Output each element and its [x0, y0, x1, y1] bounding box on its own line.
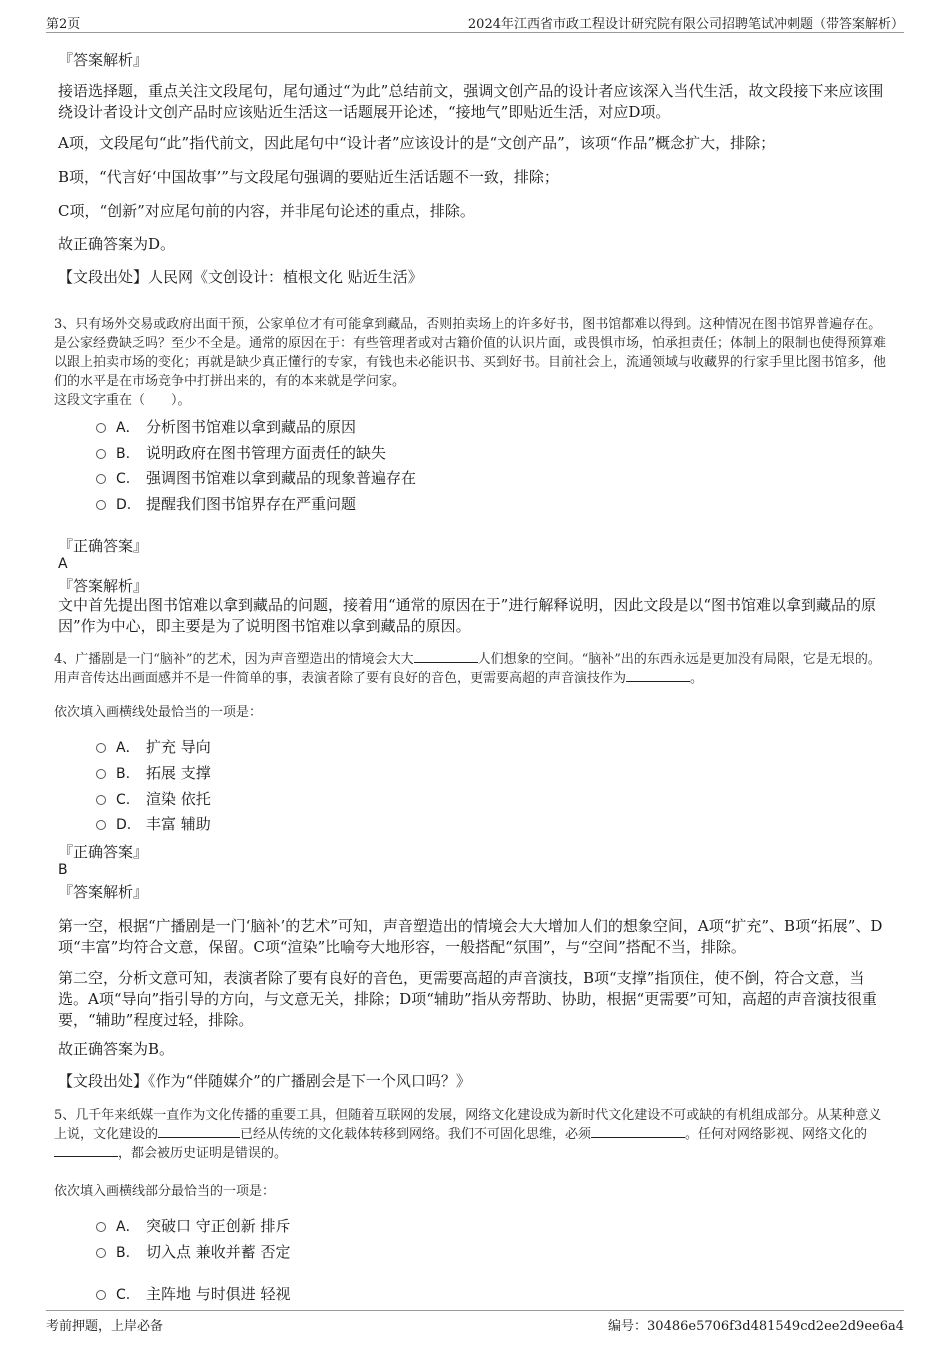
option-c[interactable]: C. 主阵地 与时俱进 轻视: [96, 1283, 291, 1306]
option-c[interactable]: C. 强调图书馆难以拿到藏品的现象普遍存在: [96, 467, 416, 490]
source-citation: 【文段出处】《作为“伴随媒介”的广播剧会是下一个风口吗？》: [58, 1072, 471, 1090]
question-4-instruction: 依次填入画横线处最恰当的一项是：: [54, 705, 263, 720]
radio-icon[interactable]: [96, 449, 106, 459]
document-title: 2024年江西省市政工程设计研究院有限公司招聘笔试冲刺题（带答案解析）: [467, 17, 904, 32]
blank-2: [626, 669, 690, 682]
page-header: [46, 12, 904, 33]
option-b[interactable]: B. 切入点 兼收并蓄 否定: [96, 1241, 291, 1264]
radio-icon[interactable]: [96, 423, 106, 433]
answer-conclusion: 故正确答案为B。: [58, 1040, 175, 1058]
analysis-label: 『答案解析』: [58, 577, 149, 595]
radio-icon[interactable]: [96, 1248, 106, 1258]
radio-icon[interactable]: [96, 1290, 106, 1300]
correct-answer: B: [58, 862, 68, 878]
option-a[interactable]: A． 分析图书馆难以拿到藏品的原因: [96, 416, 356, 439]
radio-icon[interactable]: [96, 820, 106, 830]
analysis-option-b: B项，“代言好‘中国故事’”与文段尾句强调的要贴近生活话题不一致，排除；: [58, 168, 559, 186]
radio-icon[interactable]: [96, 500, 106, 510]
analysis-option-a: A项，文段尾句“此”指代前文，因此尾句中“设计者”应该设计的是“文创产品”，该项“作品”概念扩大，排除；: [58, 134, 776, 152]
analysis-paragraph: 接语选择题，重点关注文段尾句，尾句通过“为此”总结前文，强调文创产品的设计者应该深入当代生活，故文段接下来应该围绕设计者设计文创产品时应该贴近生活这一话题展开论述，“接地气”即贴近生活，对应D项。: [58, 82, 884, 121]
blank-1: [158, 1125, 240, 1138]
document-id: 编号：30486e5706f3d481549cd2ee2d9ee6a4: [608, 1319, 904, 1334]
question-4-stem: 4、广播剧是一门“脑补”的艺术，因为声音塑造出的情境会大大 人们想象的空间。“脑补”出的东西永远是更加没有局限，它是无垠的。用声音传达出画面感并不是一件简单的事，表演者除了要有良好的音色，更需要高超的声音演技作为 。: [54, 652, 881, 686]
page-footer: [46, 1310, 904, 1333]
page-number: 第2页: [46, 17, 81, 32]
radio-icon[interactable]: [96, 1222, 106, 1232]
correct-answer-label: 『正确答案』: [58, 537, 149, 555]
option-a[interactable]: A． 扩充 导向: [96, 736, 211, 759]
radio-icon[interactable]: [96, 743, 106, 753]
blank-2: [591, 1125, 685, 1138]
option-d[interactable]: D. 丰富 辅助: [96, 813, 211, 836]
blank-1: [414, 650, 478, 663]
question-3-stem: 3、只有场外交易或政府出面干预，公家单位才有可能拿到藏品，否则拍卖场上的许多好书，图书馆都难以得到。这种情况在图书馆界普遍存在。是公家经费缺乏吗？至少不全是。通常的原因在于：有些管理者或对古籍价值的认识片面，或畏惧市场，怕承担责任；体制上的限制也使得预算难以跟上拍卖市场的变化；再就是缺少真正懂行的专家，有钱也未必能识书、买到好书。目前社会上，流通领域与收藏界的行家手里比图书馆多，他们的水平是在市场竞争中打拼出来的，有的本来就是学问家。: [54, 317, 887, 389]
option-b[interactable]: B. 拓展 支撑: [96, 762, 211, 785]
answer-conclusion: 故正确答案为D。: [58, 235, 176, 253]
option-c[interactable]: C. 渲染 依托: [96, 788, 211, 811]
option-d[interactable]: D. 提醒我们图书馆界存在严重问题: [96, 493, 356, 516]
footer-slogan: 考前押题，上岸必备: [46, 1319, 164, 1334]
question-3-prompt: 这段文字重在（ ）。: [54, 393, 191, 408]
blank-3: [54, 1144, 118, 1157]
option-a[interactable]: A． 突破口 守正创新 排斥: [96, 1215, 291, 1238]
analysis-paragraph-2: 第二空，分析文意可知，表演者除了要有良好的音色，更需要高超的声音演技，B项“支撑”指顶住，使不倒，符合文意，当选。A项“导向”指引导的方向，与文意无关，排除；D项“辅助”指从旁帮助、协助，根据“更需要”可知，高超的声音演技很重要，“辅助”程度过轻，排除。: [58, 969, 877, 1029]
question-5-instruction: 依次填入画横线部分最恰当的一项是：: [54, 1184, 276, 1199]
analysis-label: 『答案解析』: [58, 51, 149, 69]
source-citation: 【文段出处】人民网《文创设计：植根文化 贴近生活》: [58, 268, 423, 286]
correct-answer-label: 『正确答案』: [58, 843, 149, 861]
analysis-label: 『答案解析』: [58, 883, 149, 901]
radio-icon[interactable]: [96, 769, 106, 779]
correct-answer: A: [58, 556, 68, 572]
radio-icon[interactable]: [96, 795, 106, 805]
analysis-option-c: C项，“创新”对应尾句前的内容，并非尾句论述的重点，排除。: [58, 202, 475, 220]
option-b[interactable]: B. 说明政府在图书管理方面责任的缺失: [96, 442, 386, 465]
radio-icon[interactable]: [96, 474, 106, 484]
analysis-paragraph: 文中首先提出图书馆难以拿到藏品的问题，接着用“通常的原因在于”进行解释说明，因此文段是以“图书馆难以拿到藏品的原因”作为中心，即主要是为了说明图书馆难以拿到藏品的原因。: [58, 596, 877, 635]
question-5-stem: 5、几千年来纸媒一直作为文化传播的重要工具，但随着互联网的发展，网络文化建设成为新时代文化建设不可或缺的有机组成部分。从某种意义上说，文化建设的 已经从传统的文化载体转移到网络。我们不可固化思维，必须 。任何对网络影视、网络文化的，都会被历史证明是错误的。: [54, 1108, 882, 1161]
analysis-paragraph-1: 第一空，根据“广播剧是一门‘脑补’的艺术”可知，声音塑造出的情境会大大增加人们的想象空间，A项“扩充”、B项“拓展”、D项“丰富”均符合文意，保留。C项“渲染”比喻夸大地形容，一般搭配“氛围”，与“空间”搭配不当，排除。: [58, 917, 883, 956]
